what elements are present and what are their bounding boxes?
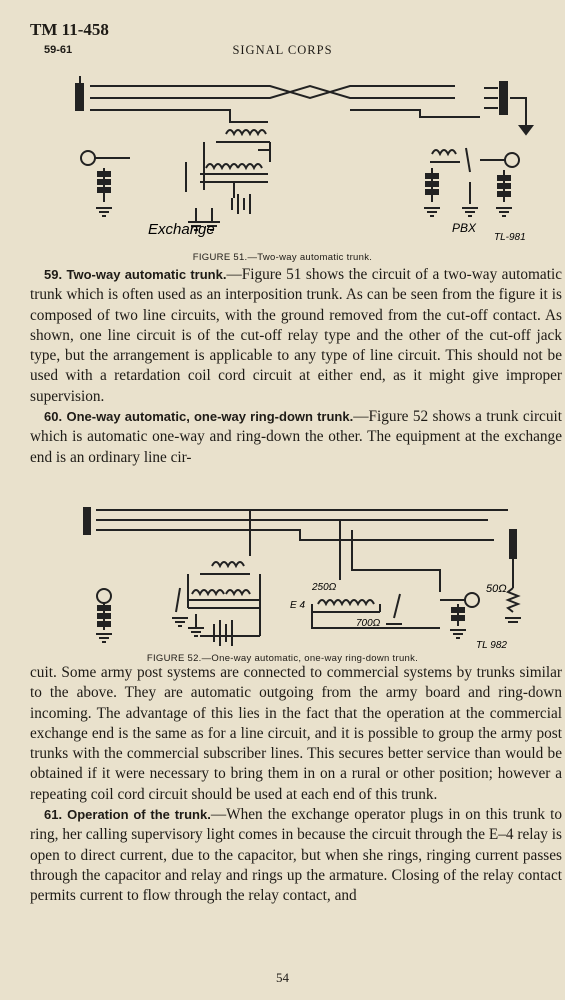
figure-51-caption: FIGURE 51.—Two-way automatic trunk. <box>192 252 373 263</box>
paragraph-59-text: —Figure 51 shows the circuit of a two-way automatic trunk which is often used as an interposition trunk. As can be seen from the figure it is composed of two line circuits, with the ground removed from the cut-off contact. As shown, one line circuit is of the cut-off relay type and the other of the cut-off jack type, but the arrangement is applicable to any type of line circuit. This should not be used with a retardation coil cord circuit at either end, as it might give improper supervision. <box>30 266 562 405</box>
text-block-upper <box>30 265 562 468</box>
figure-51 <box>0 62 565 252</box>
figure-52-label-250-ohm: 250Ω <box>312 582 337 593</box>
figure-52-label-700-ohm: 700Ω <box>356 618 381 629</box>
figure-52-label-50-ohm: 50Ω <box>486 583 507 595</box>
paragraph-61 <box>30 805 562 906</box>
figure-51-diagram <box>0 62 565 252</box>
paragraph-60 <box>30 407 562 468</box>
manual-number: TM 11-458 <box>30 20 109 39</box>
paragraph-59 <box>30 265 562 407</box>
paragraph-61-text: —When the exchange operator plugs in on this trunk to ring, her calling supervisory light comes in because the circuit through the E–4 relay is open to direct current, due to the capacitor, but when she rings, ringing current passes through the capacitor and relay and rings up the armature. Closing of the relay contact permits current to flow through the relay contact, and <box>30 806 562 905</box>
section-range: 59-61 <box>44 44 73 56</box>
figure-52-tag: TL 982 <box>476 640 507 651</box>
figure-52-caption: FIGURE 52.—One-way automatic, one-way ring-down trunk. <box>146 653 419 664</box>
paragraph-60-continuation: cuit. Some army post systems are connected to commercial systems by trunks similar to the above. They are automatic outgoing from the army board and ring-down incoming. The advantage of this lies in the fact that the operation at the commercial exchange end is the same as for a line circuit, and it is possible to group the army post trunks with the commercial subscriber lines. This secures better service than would be obtained if it were necessary to bring them in on a rural or other position; however a repeating coil cord circuit should be used at each end of this trunk. <box>30 664 562 803</box>
paragraph-60-heading: One-way automatic, one-way ring-down trunk. <box>66 409 354 425</box>
paragraph-61-number: 61. <box>44 807 63 823</box>
figure-52-label-e4: E 4 <box>290 600 306 611</box>
text-block-lower <box>30 663 562 907</box>
figure-51-label-exchange: Exchange <box>148 221 215 238</box>
figure-51-label-pbx: PBX <box>452 221 477 235</box>
running-title: SIGNAL CORPS <box>232 43 333 57</box>
figure-52-diagram <box>0 500 565 652</box>
page-number: 54 <box>276 970 289 985</box>
paragraph-59-heading: Two-way automatic trunk. <box>66 267 227 282</box>
paragraph-60-number: 60. <box>44 409 63 425</box>
paragraph-60-text: —Figure 52 shows a trunk circuit which is automatic one-way and ring-down the other. The equipment at the exchange end is an ordinary line cir- <box>30 408 562 466</box>
figure-52 <box>0 500 565 652</box>
paragraph-59-number: 59. <box>44 267 63 282</box>
paragraph-61-heading: Operation of the trunk. <box>67 807 211 823</box>
figure-51-tag: TL-981 <box>494 232 526 243</box>
